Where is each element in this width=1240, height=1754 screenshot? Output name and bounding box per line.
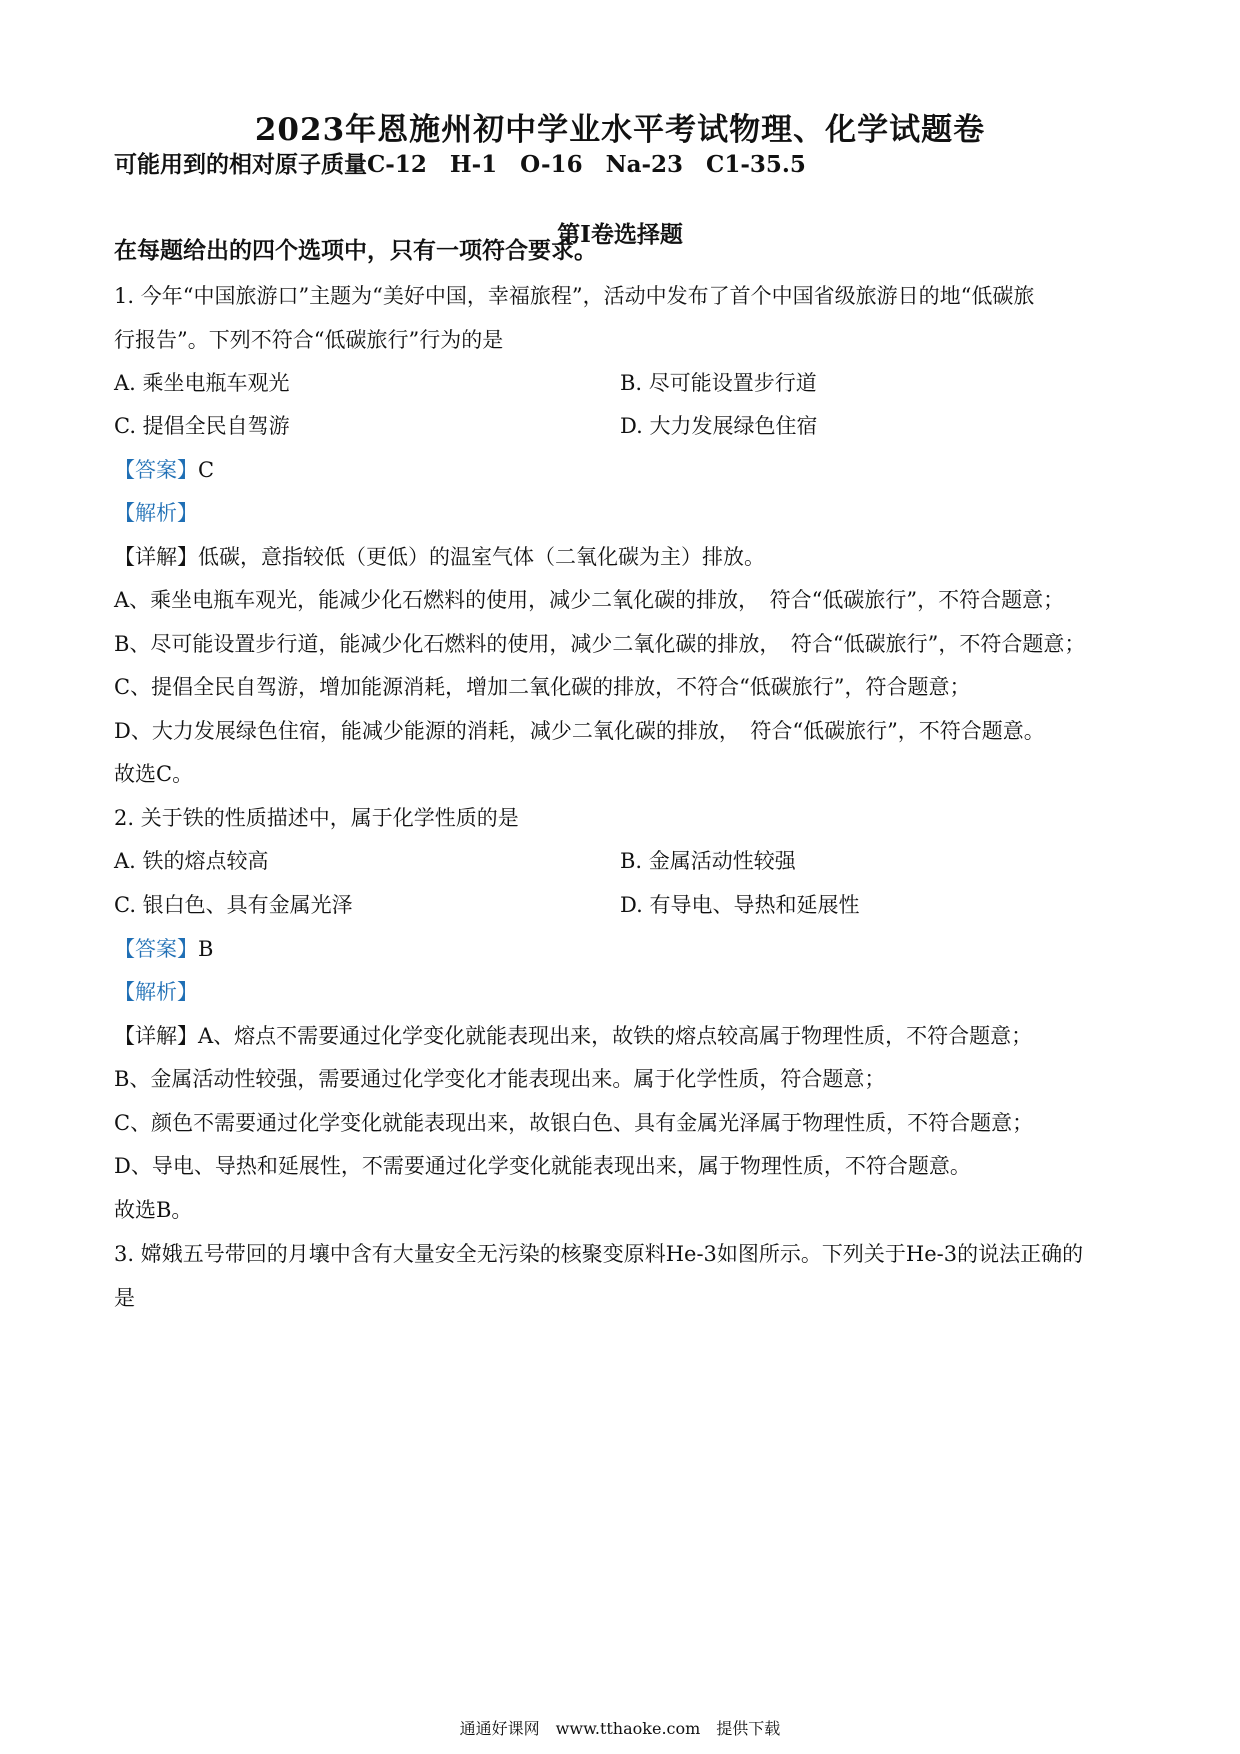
q1-answer <box>114 455 214 485</box>
q3-stem-line1: 3. 嫦娥五号带回的月壤中含有大量安全无污染的核聚变原料He-3如图所示。下列关于He-3的说法正确的 <box>114 1242 1084 1266</box>
q2-option-b: B. 金属活动性较强 <box>620 849 796 873</box>
atomic-mass-line: 可能用到的相对原子质量C-12 H-1 O-16 Na-23 C1-35.5 <box>114 151 806 178</box>
q1-analysis-label: 【解析】 <box>114 501 198 525</box>
section-heading: 第I卷选择题 <box>557 221 683 248</box>
q1-detail <box>114 542 765 572</box>
q1-option-c: C. 提倡全民自驾游 <box>114 414 290 438</box>
q1-detail-label: 【详解】 <box>114 545 198 569</box>
q2-detail-label: 【详解】 <box>114 1024 198 1048</box>
q2-detail-line-b: B、金属活动性较强，需要通过化学变化才能表现出来。属于化学性质，符合题意； <box>114 1067 886 1091</box>
q2-detail <box>114 1021 1032 1051</box>
q1-detail-line-a: A、乘坐电瓶车观光，能减少化石燃料的使用，减少二氧化碳的排放， 符合“低碳旅行”，不符合题意； <box>114 588 1065 612</box>
q2-answer <box>114 934 213 964</box>
q2-option-a: A. 铁的熔点较高 <box>114 849 269 873</box>
q1-answer-label: 【答案】 <box>114 458 198 482</box>
q1-detail-line-b: B、尽可能设置步行道，能减少化石燃料的使用，减少二氧化碳的排放， 符合“低碳旅行”，不符合题意； <box>114 632 1086 656</box>
page-footer: 通通好课网 www.tthaoke.com 提供下载 <box>459 1719 781 1738</box>
q1-detail-line-c: C、提倡全民自驾游，增加能源消耗，增加二氧化碳的排放，不符合“低碳旅行”，符合题意； <box>114 675 971 699</box>
q2-answer-label: 【答案】 <box>114 937 198 961</box>
q1-answer-value: C <box>198 458 215 482</box>
q1-option-a: A. 乘坐电瓶车观光 <box>114 371 290 395</box>
q1-option-d: D. 大力发展绿色住宿 <box>620 414 818 438</box>
q1-conclusion: 故选C。 <box>114 762 194 786</box>
q2-answer-value: B <box>198 937 214 961</box>
q2-analysis-label: 【解析】 <box>114 980 198 1004</box>
q1-option-b: B. 尽可能设置步行道 <box>620 371 817 395</box>
q2-detail-line-c: C、颜色不需要通过化学变化就能表现出来，故银白色、具有金属光泽属于物理性质，不符合题意； <box>114 1111 1034 1135</box>
q1-stem-line2: 行报告”。下列不符合“低碳旅行”行为的是 <box>114 328 504 352</box>
q2-stem: 2. 关于铁的性质描述中，属于化学性质的是 <box>114 806 519 830</box>
q2-option-d: D. 有导电、导热和延展性 <box>620 893 860 917</box>
q2-detail-line-d: D、导电、导热和延展性，不需要通过化学变化就能表现出来，属于物理性质，不符合题意。 <box>114 1154 971 1178</box>
q1-detail-line-d: D、大力发展绿色住宿，能减少能源的消耗，减少二氧化碳的排放， 符合“低碳旅行”，不符合题意。 <box>114 719 1045 743</box>
q2-detail-text: A、熔点不需要通过化学变化就能表现出来，故铁的熔点较高属于物理性质，不符合题意； <box>198 1024 1033 1048</box>
exam-title: 2023年恩施州初中学业水平考试物理、化学试题卷 <box>254 112 986 148</box>
q3-stem-line2: 是 <box>114 1286 135 1310</box>
q1-stem-line1: 1. 今年“中国旅游口”主题为“美好中国，幸福旅程”，活动中发布了首个中国省级旅游日的地“低碳旅 <box>114 284 1035 308</box>
q2-option-c: C. 银白色、具有金属光泽 <box>114 893 353 917</box>
instruction-line: 在每题给出的四个选项中，只有一项符合要求。 <box>114 237 597 264</box>
q2-conclusion: 故选B。 <box>114 1198 193 1222</box>
q1-detail-text: 低碳，意指较低（更低）的温室气体（二氧化碳为主）排放。 <box>198 545 765 569</box>
